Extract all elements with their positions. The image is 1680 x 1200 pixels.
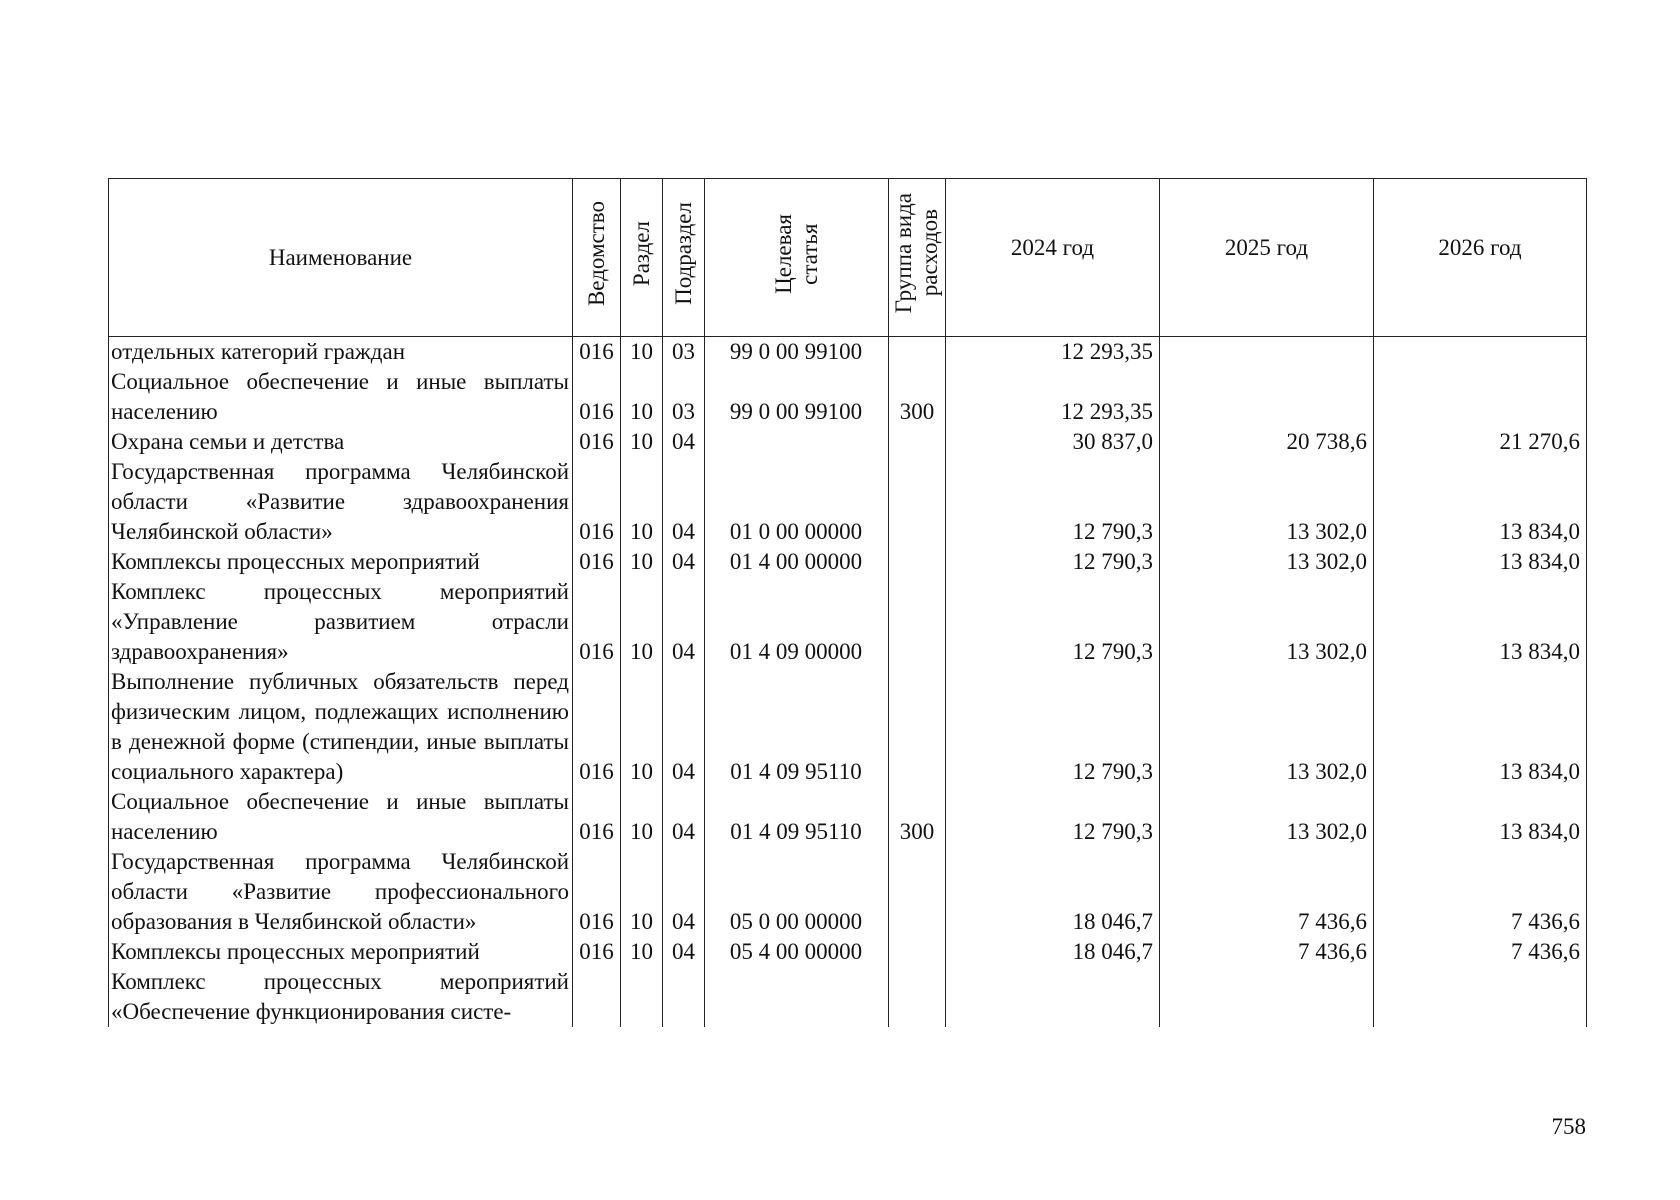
cell-name: Комплекс процессных мероприятий «Обеспечение функционирования систе- <box>109 967 573 1027</box>
cell-razdel: 10 <box>621 457 663 547</box>
cell-podrazdel: 03 <box>663 337 705 368</box>
cell-celevaya <box>705 427 889 457</box>
cell-name: Охрана семьи и детства <box>109 427 573 457</box>
cell-celevaya: 99 0 00 99100 <box>705 337 889 368</box>
cell-2024 <box>946 967 1160 1027</box>
cell-celevaya: 01 4 09 95110 <box>705 787 889 847</box>
cell-2026: 7 436,6 <box>1374 937 1587 967</box>
cell-podrazdel: 04 <box>663 427 705 457</box>
cell-celevaya: 01 4 00 00000 <box>705 547 889 577</box>
table-body <box>109 337 1587 1028</box>
cell-2024: 30 837,0 <box>946 427 1160 457</box>
header-razdel <box>621 179 663 337</box>
cell-vedomstvo: 016 <box>573 457 621 547</box>
cell-vedomstvo: 016 <box>573 427 621 457</box>
cell-name: Государственная программа Челябинской области «Развитие профессионального образования в Челябинской области» <box>109 847 573 937</box>
table-header-row <box>109 179 1587 337</box>
header-razdel-label: Раздел <box>628 220 654 287</box>
cell-name: Комплекс процессных мероприятий «Управление развитием отрасли здравоохранения» <box>109 577 573 667</box>
cell-vedomstvo <box>573 967 621 1027</box>
cell-2025: 7 436,6 <box>1160 847 1374 937</box>
cell-gruppa <box>889 667 946 787</box>
cell-2026: 13 834,0 <box>1374 667 1587 787</box>
cell-podrazdel: 04 <box>663 787 705 847</box>
cell-razdel: 10 <box>621 337 663 368</box>
cell-vedomstvo: 016 <box>573 787 621 847</box>
cell-2026 <box>1374 367 1587 427</box>
cell-2024: 12 790,3 <box>946 547 1160 577</box>
cell-celevaya: 05 0 00 00000 <box>705 847 889 937</box>
header-2024 <box>946 179 1160 337</box>
cell-podrazdel: 04 <box>663 547 705 577</box>
header-name <box>109 179 573 337</box>
cell-razdel: 10 <box>621 547 663 577</box>
cell-name: Комплексы процессных мероприятий <box>109 547 573 577</box>
cell-razdel <box>621 967 663 1027</box>
table-row <box>109 337 1587 368</box>
cell-podrazdel: 04 <box>663 847 705 937</box>
cell-name: Государственная программа Челябинской области «Развитие здравоохранения Челябинской области» <box>109 457 573 547</box>
cell-2025: 13 302,0 <box>1160 577 1374 667</box>
cell-2026 <box>1374 337 1587 368</box>
table-row <box>109 547 1587 577</box>
cell-gruppa <box>889 427 946 457</box>
header-celevaya <box>705 179 889 337</box>
header-2024-label: 2024 год <box>1010 234 1095 260</box>
cell-vedomstvo: 016 <box>573 937 621 967</box>
cell-name: Комплексы процессных мероприятий <box>109 937 573 967</box>
cell-razdel: 10 <box>621 667 663 787</box>
table-row <box>109 367 1587 427</box>
cell-celevaya: 05 4 00 00000 <box>705 937 889 967</box>
cell-vedomstvo: 016 <box>573 367 621 427</box>
cell-vedomstvo: 016 <box>573 847 621 937</box>
budget-table <box>108 178 1587 1027</box>
cell-2025 <box>1160 337 1374 368</box>
header-2026-label: 2026 год <box>1438 234 1522 260</box>
cell-2024: 12 293,35 <box>946 367 1160 427</box>
cell-2026: 13 834,0 <box>1374 577 1587 667</box>
cell-vedomstvo: 016 <box>573 667 621 787</box>
cell-razdel: 10 <box>621 937 663 967</box>
cell-2024: 12 790,3 <box>946 577 1160 667</box>
table-row <box>109 847 1587 937</box>
cell-razdel: 10 <box>621 427 663 457</box>
cell-2024: 12 790,3 <box>946 787 1160 847</box>
header-name-label: Наименование <box>268 244 413 270</box>
table-row <box>109 577 1587 667</box>
cell-name: Социальное обеспечение и иные выплаты населению <box>109 367 573 427</box>
cell-vedomstvo: 016 <box>573 337 621 368</box>
table-row <box>109 787 1587 847</box>
cell-2025: 13 302,0 <box>1160 667 1374 787</box>
table-row <box>109 427 1587 457</box>
header-gruppa-label: Группа вида расходов <box>891 193 942 314</box>
cell-2025: 13 302,0 <box>1160 457 1374 547</box>
header-2025 <box>1160 179 1374 337</box>
cell-2026: 13 834,0 <box>1374 547 1587 577</box>
cell-razdel: 10 <box>621 847 663 937</box>
cell-2025: 7 436,6 <box>1160 937 1374 967</box>
cell-gruppa <box>889 937 946 967</box>
cell-vedomstvo: 016 <box>573 577 621 667</box>
cell-gruppa <box>889 337 946 368</box>
cell-podrazdel: 03 <box>663 367 705 427</box>
cell-gruppa <box>889 577 946 667</box>
cell-podrazdel: 04 <box>663 667 705 787</box>
cell-vedomstvo: 016 <box>573 547 621 577</box>
cell-2024: 12 293,35 <box>946 337 1160 368</box>
header-2025-label: 2025 год <box>1224 234 1309 260</box>
cell-gruppa: 300 <box>889 787 946 847</box>
cell-2025: 13 302,0 <box>1160 787 1374 847</box>
header-podrazdel-label: Подраздел <box>670 202 696 305</box>
cell-2025 <box>1160 367 1374 427</box>
cell-razdel: 10 <box>621 577 663 667</box>
header-vedomstvo <box>573 179 621 337</box>
cell-2025: 13 302,0 <box>1160 547 1374 577</box>
cell-razdel: 10 <box>621 367 663 427</box>
cell-2024: 12 790,3 <box>946 667 1160 787</box>
cell-podrazdel: 04 <box>663 457 705 547</box>
table-row <box>109 667 1587 787</box>
cell-podrazdel <box>663 967 705 1027</box>
page-number: 758 <box>1551 1114 1586 1139</box>
cell-celevaya: 01 4 09 00000 <box>705 577 889 667</box>
cell-gruppa <box>889 457 946 547</box>
header-vedomstvo-label: Ведомство <box>583 200 609 307</box>
cell-celevaya: 01 0 00 00000 <box>705 457 889 547</box>
cell-podrazdel: 04 <box>663 937 705 967</box>
cell-2025: 20 738,6 <box>1160 427 1374 457</box>
cell-celevaya: 01 4 09 95110 <box>705 667 889 787</box>
cell-gruppa <box>889 967 946 1027</box>
table-row <box>109 967 1587 1027</box>
cell-razdel: 10 <box>621 787 663 847</box>
cell-gruppa <box>889 547 946 577</box>
cell-gruppa: 300 <box>889 367 946 427</box>
cell-2025 <box>1160 967 1374 1027</box>
header-gruppa <box>889 179 946 337</box>
header-podrazdel <box>663 179 705 337</box>
cell-2026: 21 270,6 <box>1374 427 1587 457</box>
cell-2026: 13 834,0 <box>1374 787 1587 847</box>
cell-gruppa <box>889 847 946 937</box>
cell-2024: 18 046,7 <box>946 847 1160 937</box>
cell-celevaya: 99 0 00 99100 <box>705 367 889 427</box>
cell-2024: 12 790,3 <box>946 457 1160 547</box>
table-row <box>109 937 1587 967</box>
header-2026 <box>1374 179 1587 337</box>
cell-2024: 18 046,7 <box>946 937 1160 967</box>
header-celevaya-label: Целевая статья <box>770 213 822 294</box>
table-row <box>109 457 1587 547</box>
cell-name: отдельных категорий граждан <box>109 337 573 368</box>
cell-name: Социальное обеспечение и иные выплаты населению <box>109 787 573 847</box>
cell-celevaya <box>705 967 889 1027</box>
cell-name: Выполнение публичных обязательств перед физическим лицом, подлежащих исполнению в денежной форме (стипендии, иные выплаты социального характера) <box>109 667 573 787</box>
cell-podrazdel: 04 <box>663 577 705 667</box>
cell-2026 <box>1374 967 1587 1027</box>
cell-2026: 13 834,0 <box>1374 457 1587 547</box>
cell-2026: 7 436,6 <box>1374 847 1587 937</box>
